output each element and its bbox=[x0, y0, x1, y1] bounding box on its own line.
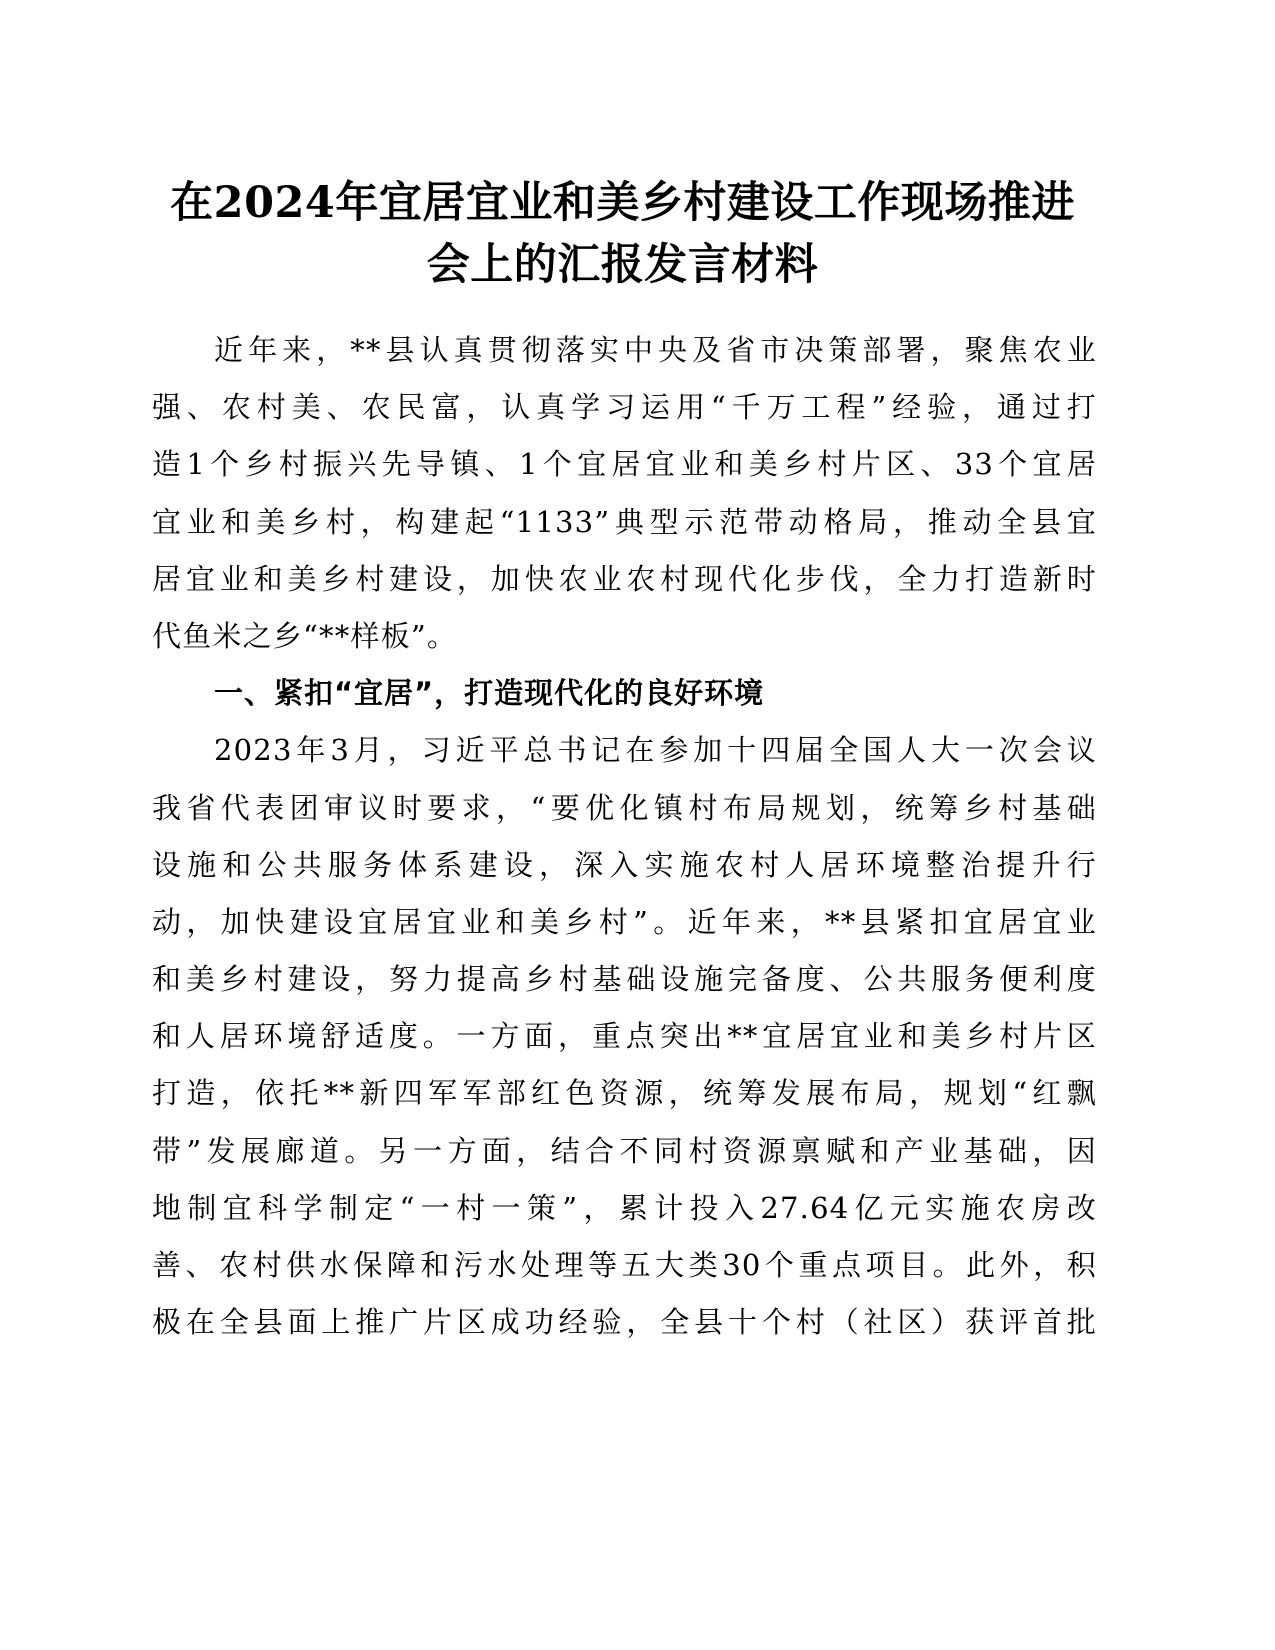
paragraph-line: 造1个乡村振兴先导镇、1个宜居宜业和美乡村片区、33个宜居 bbox=[152, 447, 1097, 482]
paragraph-line: 和美乡村建设，努力提高乡村基础设施完备度、公共服务便利度 bbox=[152, 962, 1097, 997]
title-line-1: 在2024年宜居宜业和美乡村建设工作现场推进 bbox=[170, 178, 1075, 228]
paragraph-section1 bbox=[152, 722, 1097, 1351]
title-line-2: 会上的汇报发言材料 bbox=[426, 240, 819, 290]
paragraph-line: 设施和公共服务体系建设，深入实施农村人居环境整治提升行 bbox=[152, 847, 1097, 882]
paragraph-line: 居宜业和美乡村建设，加快农业农村现代化步伐，全力打造新时 bbox=[152, 561, 1097, 596]
paragraph-line: 带”发展廊道。另一方面，结合不同村资源禀赋和产业基础，因 bbox=[152, 1133, 1097, 1168]
paragraph-line: 近年来，**县认真贯彻落实中央及省市决策部署，聚焦农业 bbox=[214, 333, 1097, 367]
paragraph-line: 强、农村美、农民富，认真学习运用“千万工程”经验，通过打 bbox=[152, 390, 1097, 425]
paragraph-line: 代鱼米之乡“**样板”。 bbox=[152, 618, 458, 653]
paragraph-line: 地制宜科学制定“一村一策”，累计投入27.64亿元实施农房改 bbox=[152, 1190, 1097, 1225]
paragraph-line: 善、农村供水保障和污水处理等五大类30个重点项目。此外，积 bbox=[152, 1248, 1097, 1282]
paragraph-line: 打造，依托**新四军军部红色资源，统筹发展布局，规划“红飘 bbox=[152, 1076, 1097, 1111]
paragraph-line: 极在全县面上推广片区成功经验，全县十个村（社区）获评首批 bbox=[152, 1305, 1097, 1340]
paragraph-line: 宜业和美乡村，构建起“1133”典型示范带动格局，推动全县宜 bbox=[152, 504, 1097, 539]
section-heading: 一、紧扣“宜居”，打造现代化的良好环境 bbox=[214, 676, 765, 711]
document-body bbox=[152, 322, 1097, 1351]
paragraph-intro bbox=[152, 322, 1097, 665]
paragraph-line: 2023年3月，习近平总书记在参加十四届全国人大一次会议 bbox=[214, 733, 1097, 768]
paragraph-line: 我省代表团审议时要求，“要优化镇村布局规划，统筹乡村基础 bbox=[152, 790, 1097, 825]
paragraph-line: 和人居环境舒适度。一方面，重点突出**宜居宜业和美乡村片区 bbox=[152, 1019, 1097, 1054]
paragraph-line: 动，加快建设宜居宜业和美乡村”。近年来，**县紧扣宜居宜业 bbox=[152, 904, 1097, 939]
document-title bbox=[150, 172, 1095, 296]
